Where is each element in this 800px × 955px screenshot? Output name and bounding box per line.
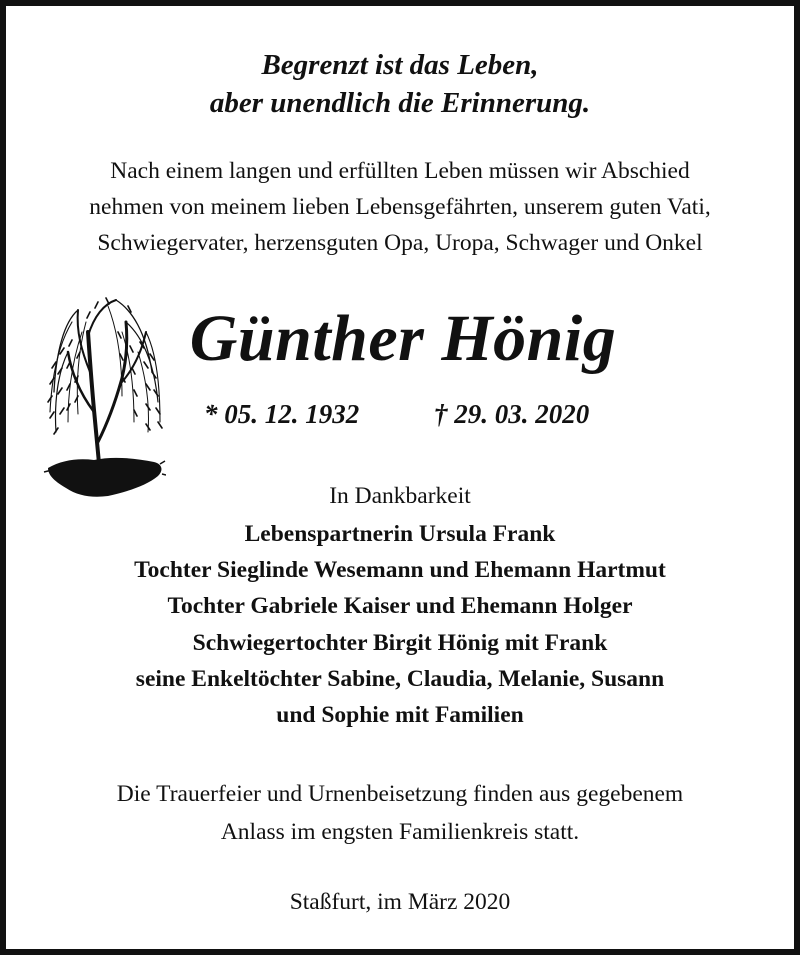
- mourner-line: und Sophie mit Familien: [276, 702, 524, 729]
- mourners-list: [6, 516, 794, 733]
- ceremony-note: [6, 775, 794, 851]
- birth-date: * 05. 12. 1932: [204, 399, 360, 429]
- ceremony-line: Die Trauerfeier und Urnenbeisetzung finden aus gegebenem: [116, 781, 684, 807]
- mourner-line: Tochter Sieglinde Wesemann und Ehemann Hartmut: [134, 557, 666, 584]
- place-date: Staßfurt, im März 2020: [289, 889, 511, 915]
- mourner-line: Tochter Gabriele Kaiser und Ehemann Holger: [167, 593, 633, 620]
- motto-line: Begrenzt ist das Leben,: [261, 49, 539, 81]
- mourner-line: Schwiegertochter Birgit Hönig mit Frank: [192, 629, 608, 656]
- death-date: † 29. 03. 2020: [434, 399, 590, 429]
- motto: [6, 46, 794, 122]
- intro-text: [6, 153, 794, 261]
- mourner-line: seine Enkeltöchter Sabine, Claudia, Melanie, Susann: [135, 665, 665, 692]
- thanks-intro: In Dankbarkeit: [329, 483, 471, 509]
- intro-line: nehmen von meinem lieben Lebensgefährten, unserem guten Vati,: [89, 194, 711, 220]
- intro-line: Schwiegervater, herzensguten Opa, Uropa, Schwager und Onkel: [97, 230, 703, 256]
- mourner-line: Lebenspartnerin Ursula Frank: [244, 521, 556, 547]
- motto-line: aber unendlich die Erinnerung.: [209, 87, 591, 119]
- ceremony-line: Anlass im engsten Familienkreis statt.: [220, 819, 580, 845]
- deceased-name: Günther Hönig: [189, 302, 617, 375]
- intro-line: Nach einem langen und erfüllten Leben müssen wir Abschied: [110, 158, 690, 184]
